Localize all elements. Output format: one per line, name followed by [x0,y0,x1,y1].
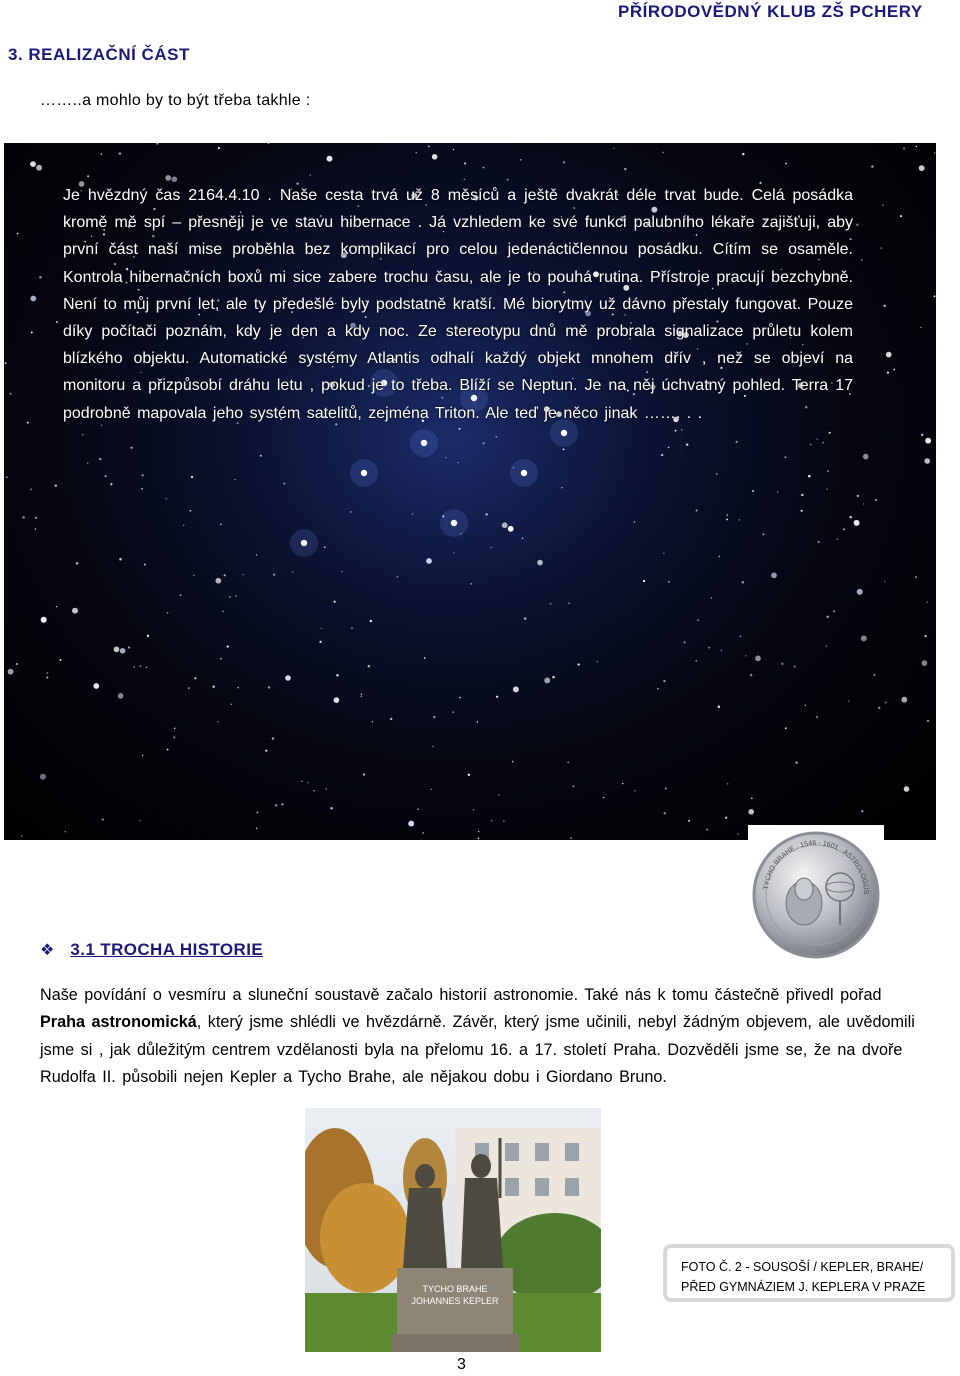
tycho-brahe-coin [748,825,884,961]
pedestal-line2: JOHANNES KEPLER [411,1296,499,1306]
history-title: 3.1 TROCHA HISTORIE [70,940,264,959]
history-text-bold: Praha astronomická [40,1013,197,1032]
story-text: Je hvězdný čas 2164.4.10 . Naše cesta trvá už 8 měsíců a ještě dvakrát déle trvat bude. Celá posádka kromě mě spí – přesněji je ve stavu hibernace . Já vzhledem ke své funkci palubního lékaře zajišťuji, aby první část naší mise proběhla bez komplikací pro celou jedenáctičlennou posádku. Cítím se osaměle. Kontrola hibernačních boxů mi sice zabere trochu času, ale je to pouhá rutina. Přístroje pracují bezchybně. Není to můj první let, ale ty předešlé byly podstatně kratší. Mé biorytmy už dávno přestaly fungovat. Pouze díky počítači poznám, kdy je den a kdy noc. Ze stereotypu dnů mě probrala signalizace průletu kolem blízkého objektu. Automatické systémy Atlantis odhalí každý objekt mnohem dřív , než se objeví na monitoru a přizpůsobí dráhu letu , pokud je to třeba. Blíží se Neptun. Je na něj úchvatný pohled. Terra 17 podrobně mapovala jeho systém satelitů, zejména Triton. Ale teď je něco jinak ……. . . [63,187,853,422]
diamond-bullet-icon: ❖ [40,942,55,959]
starfield-image [4,143,936,840]
caption-line1: FOTO Č. 2 - SOUSOŠÍ / KEPLER, BRAHE/ [681,1260,924,1274]
statue-photo [305,1108,601,1352]
pedestal-line1: TYCHO BRAHE [422,1284,488,1294]
history-text-1: Naše povídání o vesmíru a sluneční soustavě začalo historií astronomie. Také nás k tomu částečně přivedl pořad [40,986,882,1004]
caption-line2: PŘED GYMNÁZIEM J. KEPLERA V PRAZE [681,1280,926,1294]
coin-inscription: TYCHO BRAHE · 1546 - 1601 · ASTROLOGUS [763,839,870,895]
history-heading [40,940,263,960]
history-text-2: , který jsme shlédli ve hvězdárně. Závěr, který jsme učinili, nebyl žádným objevem, ale uvědomili jsme si , jak důležitým centrem vzdělanosti byla na přelomu 16. a 17. století Praha. Dozvěděli jsme se, že na dvoře Rudolfa II. působili nejen Kepler a Tycho Brahe, ale nějakou dobu i Giordano Bruno. [40,1013,915,1087]
history-paragraph [40,982,920,1092]
intro-text: ……..a mohlo by to být třeba takhle : [40,92,311,109]
section-title: 3. REALIZAČNÍ ČÁST [8,45,190,64]
page-number: 3 [457,1356,466,1373]
club-header: PŘÍRODOVĚDNÝ KLUB ZŠ PCHERY [618,2,923,21]
photo-caption [663,1244,955,1302]
